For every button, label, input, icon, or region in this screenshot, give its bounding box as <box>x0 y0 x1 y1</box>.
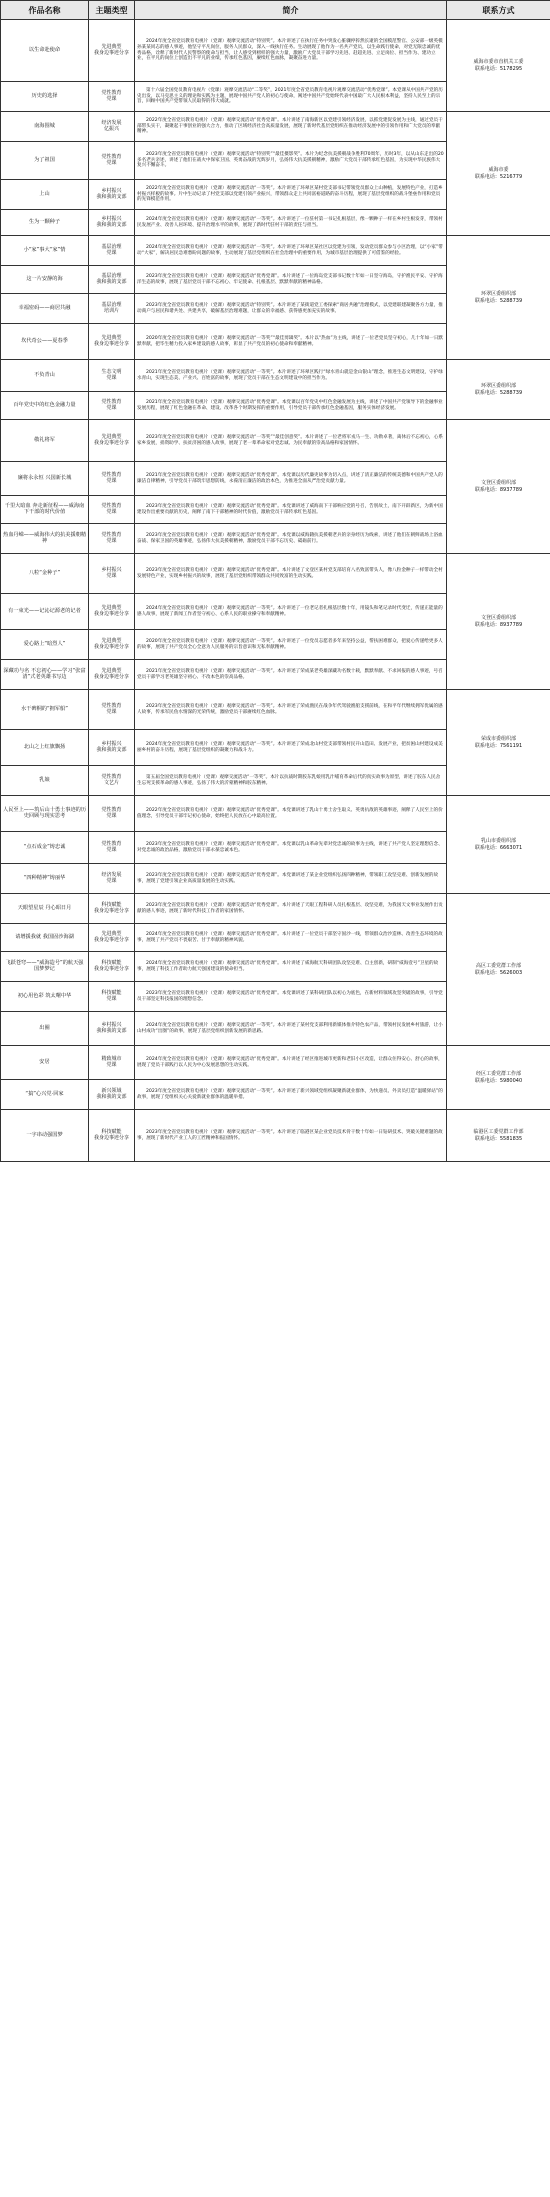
table-body <box>1 20 550 1162</box>
theme-type-cell: 生态文明 党课 <box>89 360 135 392</box>
description-cell: 2024年度全省党员教育电视片（党课）观摩交流活动“一等奖”。本片讲述了一位驻村第一书记扎根基层，像一颗种子一样在乡村生根发芽，带领村民发展产业、改善人居环境、提升治理水平的故事，展现了新时代驻村干部的责任与担当。 <box>135 210 447 236</box>
theme-type-cell: 党性教育 党课 <box>89 690 135 730</box>
description-cell: 2024年度全省党员教育电视片（党课）观摩交流活动“一等奖”。本片讲述了荣成北山村党支部带领村民开山造田、发展产业，把贫困山村建设成美丽乡村的奋斗历程，展现了基层党组织的凝聚力和战斗力。 <box>135 730 447 766</box>
description-cell: 2023年度全省党员教育电视片（党课）观摩交流活动“优秀党课”。本党课讲述了威海南下干部响应党的号召，告别故土，南下开辟新区，为新中国建设作出重要贡献的历史，阐释了南下干部精神的时代价值，激励党员干部传承红色基因。 <box>135 496 447 524</box>
theme-type-cell: 新兴领域 我和我的支部 <box>89 1080 135 1110</box>
work-name-cell: 小“家”事大“家”情 <box>1 236 89 266</box>
description-cell: 第十六届全国党员教育电视片（党课）观摩交流活动“二等奖”，2021年度全省党员教育电视片观摩交流活动“优秀党课”。本党课从中国共产党的历史出发，以马克思主义的理论和实践为主题，展现中国共产党人的初心与使命，阐述中国共产党始终代表中国最广大人民根本利益，坚持人民至上的宗旨，回顾中国共产党带领人民取得的伟大成就。 <box>135 82 447 112</box>
description-cell: 2023年度全省党员教育电视片（党课）观摩交流活动“一等奖”。本片讲述了新兴领域党组织凝聚新就业群体，为快递员、外卖员打造“温暖驿站”的故事，展现了党组织关心关爱新就业群体的温暖举措。 <box>135 1080 447 1110</box>
theme-type-cell: 党性教育 党课 <box>89 392 135 420</box>
description-cell: 2021年度全省党员教育电视片（党课）观摩交流活动“优秀党课”。本党课以历代廉吏故事为切入点，讲述了清正廉洁的传统美德和中国共产党人的廉洁自律精神，引导党员干部筑牢思想防线，永葆清正廉洁的政治本色，为推进全面从严治党贡献力量。 <box>135 462 447 496</box>
contact-cell: 环翠区委组织部 联系电话：5288739 <box>447 360 550 420</box>
header-row <box>1 1 550 20</box>
work-name-cell: “点石成金”铸忠诚 <box>1 832 89 864</box>
work-name-cell: 生为一颗种子 <box>1 210 89 236</box>
description-cell: 2023年度全省党员教育电视片（党课）观摩交流活动“优秀党课”。本片讲述了文登区某村党支部培育八名致富带头人，像八粒金种子一样带动全村发展特色产业，实现乡村振兴的故事，展现了基层党组织带领群众共同致富的生动实践。 <box>135 554 447 594</box>
theme-type-cell: 基层治理 我和我的支部 <box>89 266 135 294</box>
theme-type-cell: 先进典型 我身边事迹分享 <box>89 324 135 360</box>
description-cell: 2023年度全省党员教育电视片（党课）观摩交流活动“特别奖”。本片讲述了某街道党工委探索“商居共融”治理模式，以党建联建凝聚各方力量，推动商户与居民和谐共处、共建共享，破解基层治理难题，让群众的幸福感、获得感更加充实的故事。 <box>135 294 447 324</box>
table-row <box>1 894 550 924</box>
work-name-cell: 爱心路上“暗烈人” <box>1 630 89 660</box>
description-cell: 2023年度全省党员教育电视片（党课）观摩交流活动“一等奖”。本片讲述了临港区某企业党员技术骨干数十年如一日钻研技术、突破关键难题的故事，展现了新时代产业工人的工匠精神和报国情怀。 <box>135 1110 447 1162</box>
contact-cell: 临港区工委党群工作部 联系电话：5581835 <box>447 1110 550 1162</box>
theme-type-cell: 党性教育 党课 <box>89 82 135 112</box>
theme-type-cell: 党性教育 党课 <box>89 142 135 180</box>
theme-type-cell: 科技赋能 我身边事迹分享 <box>89 1110 135 1162</box>
theme-type-cell: 经济发展 亿振兴 <box>89 112 135 142</box>
theme-type-cell: 科技赋能 党课 <box>89 982 135 1012</box>
work-name-cell: 八粒“金种子” <box>1 554 89 594</box>
work-name-cell: 请增援我就 我国固沙海湖 <box>1 924 89 952</box>
work-name-cell: 一字串动强国梦 <box>1 1110 89 1162</box>
header-work-name: 作品名称 <box>1 1 89 20</box>
table-row <box>1 236 550 266</box>
work-name-cell: 出圈 <box>1 1012 89 1046</box>
table-row <box>1 690 550 730</box>
contact-cell: 威海市委市直机关工委 联系电话：5178295 <box>447 20 550 112</box>
theme-type-cell: 先进典型 我身边事迹分享 <box>89 630 135 660</box>
work-name-cell: 初心用色彩 筑太曙中华 <box>1 982 89 1012</box>
theme-type-cell: 先进典型 我身边事迹分享 <box>89 924 135 952</box>
work-name-cell: 幸福密码——商居共融 <box>1 294 89 324</box>
work-name-cell: 深藏功与名 不忘初心——学习“张富清”式老英雄书写边 <box>1 660 89 690</box>
work-name-cell: 飞跃苍穹——“威海造号”的航天强国梦梦记 <box>1 952 89 982</box>
description-cell: 2023年度全省党员教育电视片（党课）观摩交流活动“优秀党课”。本片讲述了天眼工程科研人员扎根基层、攻坚克难，为我国天文事业发展作出贡献的感人事迹，展现了新时代科技工作者的家国情怀。 <box>135 894 447 924</box>
theme-type-cell: 党性教育 党课 <box>89 524 135 554</box>
work-name-cell: 以生命赴使命 <box>1 20 89 82</box>
table-row <box>1 1110 550 1162</box>
description-cell: 2023年度全省党员教育电视片（党课）观摩交流活动“一等奖”“最佳创意奖”。本片讲述了一位老将军戎马一生、功勋卓著，离休后不忘初心，心系家乡发展，捐资助学、扶贫济困的感人故事，展现了老一辈革命家对党忠诚、为民奉献的崇高品格和家国情怀。 <box>135 420 447 462</box>
work-name-cell: 廉将永永恒 兴国新长城 <box>1 462 89 496</box>
work-name-cell: 百年党史中的红色金融力量 <box>1 392 89 420</box>
theme-type-cell: 基层治理 党课 <box>89 236 135 266</box>
description-cell: 2022年度全省党员教育电视片（党课）观摩交流活动“一等奖”。本片讲述了环翠区某村党支部书记带领党员群众上山种植，发展特色产业，打造乡村振兴样板的故事。片中生动记录了村党支部以党建引领产业振兴，带领群众走上共同富裕道路的奋斗历程，展现了基层党组织的战斗堡垒作用和党员的先锋模范作用。 <box>135 180 447 210</box>
table-row <box>1 554 550 594</box>
description-cell: 2021年度全省党员教育电视片（党课）观摩交流活动“优秀党课”。本党课以百年党史中红色金融发展为主线，讲述了中国共产党领导下的金融事业发展历程，展现了红色金融在革命、建设、改革各个时期发挥的重要作用，引导党员干部传承红色金融基因，服务实体经济发展。 <box>135 392 447 420</box>
description-cell: 2024年度全省党员教育电视片（党课）观摩交流活动“一等奖”。本片讲述了环翠区某社区以党建为引领，发动党员群众参与小区治理，以“小家”带动“大家”，解决居民急难愁盼问题的故事，生动展现了基层党组织在社会治理中的重要作用，为城市基层治理提供了可借鉴的经验。 <box>135 236 447 266</box>
description-cell: 2022年度全省党员教育电视片（党课）观摩交流活动“优秀党课”。本片讲述了南海新区以党建引领经济发展，以抓党建促发展为主线，通过党员干部带头实干，凝聚起干事创业的强大合力，推动了区域经济社会高质量发展，展现了新时代基层党组织在推动经济发展中的引领作用和广大党员的奉献精神。 <box>135 112 447 142</box>
work-name-cell: 南海围城 <box>1 112 89 142</box>
contact-cell: 乳山市委组织部 联系电话：6663071 <box>447 796 550 894</box>
theme-type-cell: 科技赋能 我身边事迹分享 <box>89 894 135 924</box>
description-cell: 2023年度全省党员教育电视片（党课）观摩交流活动“优秀党课”。本片讲述了一位海岛党支部书记数十年如一日坚守海岛，守护渔民平安、守护海洋生态的故事，展现了基层党员干部不忘初心、牢记使命、扎根基层、默默奉献的精神品格。 <box>135 266 447 294</box>
work-name-cell: 人民至上——筑后山十勇士事迹的历史回顾与现实思考 <box>1 796 89 832</box>
description-cell: 2024年度全省党员教育电视片（党课）观摩交流活动“优秀党课”。本片讲述了经区推进城市更新和老旧小区改造，让群众住得安心、舒心的故事，展现了党员干部践行以人民为中心发展思想的生动实践。 <box>135 1046 447 1080</box>
work-name-cell: “搞”心兴党·回家 <box>1 1080 89 1110</box>
theme-type-cell: 乡村振兴 我和我的支部 <box>89 730 135 766</box>
work-name-cell: 热血丹嵘——威海伟大的抗美援朝精神 <box>1 524 89 554</box>
description-cell: 2022年度全省党员教育电视片（党课）观摩交流活动“优秀党课”。本党课讲述了乳山十勇士舍生取义、英勇抗敌的英雄事迹，阐释了人民至上的价值理念，引导党员干部牢记初心使命，始终把人民放在心中最高位置。 <box>135 796 447 832</box>
work-name-cell: 千里大暗血 奔走新征程——威海南下干部的时代价值 <box>1 496 89 524</box>
work-name-cell: 有一束光——记沁记源老的记者 <box>1 594 89 630</box>
header-theme-type: 主题类型 <box>89 1 135 20</box>
theme-type-cell: 党性教育 党课 <box>89 796 135 832</box>
description-cell: 2024年度全省党员教育电视片（党课）观摩交流活动“优秀党课”。本片讲述了一位党员干部坚守固沙一线，带领群众治沙造林、改善生态环境的故事，展现了共产党员不畏艰苦、甘于奉献的精神风貌。 <box>135 924 447 952</box>
work-name-cell: 乳娘 <box>1 766 89 796</box>
contact-cell: 文登区委组织部 联系电话：8937789 <box>447 554 550 690</box>
table-row <box>1 20 550 82</box>
work-name-cell: 敬礼将军 <box>1 420 89 462</box>
description-cell: 2024年度全省党员教育电视片（党课）观摩交流活动“优秀党课”。本片讲述了威海航天科研团队攻坚克难、自主创新，研制“威海壹号”卫星的故事，展现了科技工作者助力航天强国建设的使命担当。 <box>135 952 447 982</box>
description-cell: 2021年度全省党员教育电视片（党课）观摩交流活动“一等奖”。本片讲述了荣成某老英雄深藏功名数十载，默默奉献、不求回报的感人事迹，号召党员干部学习老英雄坚守初心、不改本色的崇高品格。 <box>135 660 447 690</box>
theme-type-cell: 科技赋能 我身边事迹分享 <box>89 952 135 982</box>
theme-type-cell: 党性教育 文艺片 <box>89 766 135 796</box>
theme-type-cell: 乡村振兴 我和我的支部 <box>89 210 135 236</box>
description-cell: 2023年度全省党员教育电视片（党课）观摩交流活动“特别奖”“最佳摄影奖”。本片为纪念抗美援朝战争胜利70周年，历时3年，以从山东走出的20多名老兵亲述，讲述了他们在战火中保家卫国、英勇奋战的光辉岁月，弘扬伟大抗美援朝精神，激励广大党员干部传承红色基因，为实现中华民族伟大复兴不懈奋斗。 <box>135 142 447 180</box>
description-cell: 2023年度全省党员教育电视片（党课）观摩交流活动“优秀党课”。本党课以乳山革命先辈对党忠诚的故事为主线，讲述了共产党人坚定理想信念、对党忠诚的政治品格，激励党员干部永葆忠诚本色。 <box>135 832 447 864</box>
theme-type-cell: 乡村振兴 党课 <box>89 554 135 594</box>
work-name-cell: 安居 <box>1 1046 89 1080</box>
table-row <box>1 112 550 142</box>
theme-type-cell: 先进典型 我身边事迹分享 <box>89 660 135 690</box>
work-name-cell: 北山之上红旗飘扬 <box>1 730 89 766</box>
contact-cell: 威海市委 联系电话：5216779 <box>447 112 550 236</box>
work-name-cell: 为了祖国 <box>1 142 89 180</box>
theme-type-cell: 党性教育 党课 <box>89 496 135 524</box>
theme-type-cell: 精致城市 党课 <box>89 1046 135 1080</box>
table-row <box>1 1046 550 1080</box>
theme-type-cell: 党性教育 党课 <box>89 832 135 864</box>
description-cell: 2024年度全省党员教育电视片（党课）观摩交流活动“特别奖”。本片讲述了在执行任务中突发心脏骤停猝然长逝的全国模范警官、公安部一级英模孙某某同志的感人事迹，他坚守平凡岗位，服务人民群众，深入一线执行任务。生动展现了他作为一名共产党员，以生命践行使命，对党无限忠诚的优秀品格，诠释了新时代人民警察的使命与担当，让人感受到榜样的强大力量，激励广大党员干部学习先进、赶超先进、立足岗位、担当作为、建功立业，在平凡的岗位上创造出不平凡的业绩，传承红色基因，赓续红色血脉，凝聚奋进力量。 <box>135 20 447 82</box>
header-description: 简介 <box>135 1 447 20</box>
theme-type-cell: 乡村振兴 我和我的支部 <box>89 180 135 210</box>
description-cell: 2020年度全省党员教育电视片（党课）观摩交流活动“一等奖”。本片讲述了一位党员志愿者多年来坚持公益，帮扶困难群众，把爱心传递给更多人的故事，展现了共产党员全心全意为人民服务的宗旨意识和无私奉献精神。 <box>135 630 447 660</box>
description-cell: 第五届全国党员教育电视片（党课）观摩交流活动“一等奖”。本片以抗战时期胶东乳娘用乳汁哺育革命后代的真实故事为原型，讲述了胶东人民舍生忘死支援革命的感人事迹，弘扬了伟大的沂蒙精神和胶东精神。 <box>135 766 447 796</box>
work-name-cell: “四种精神”铸丽华 <box>1 864 89 894</box>
theme-type-cell: 乡村振兴 我和我的支部 <box>89 1012 135 1046</box>
header-contact: 联系方式 <box>447 1 550 20</box>
description-cell: 2024年度全省党员教育电视片（党课）观摩交流活动“一等奖”。本片讲述了某村党支部利用新媒体推介特色农产品，带领村民发展乡村旅游，让小山村成功“出圈”的故事，展现了基层党组织创新发展的新思路。 <box>135 1012 447 1046</box>
theme-type-cell: 基层治理 培训片 <box>89 294 135 324</box>
work-name-cell: 天眼望星辰 丹心昭日月 <box>1 894 89 924</box>
work-name-cell: 水干碑桐的“拥军船” <box>1 690 89 730</box>
theme-type-cell: 党性教育 党课 <box>89 462 135 496</box>
table-row <box>1 420 550 462</box>
table-row <box>1 796 550 832</box>
description-cell: 2021年度全省党员教育电视片（党课）观摩交流活动“一等奖”。本片讲述了环翠区践行“绿水青山就是金山银山”理念，推进生态文明建设，守护绿水青山，实现生态美、产业兴、百姓富的故事，展现了党员干部在生态文明建设中的担当作为。 <box>135 360 447 392</box>
contact-cell: 环翠区委组织部 联系电话：5288739 <box>447 236 550 360</box>
work-name-cell: 上山 <box>1 180 89 210</box>
work-name-cell: 历史的选择 <box>1 82 89 112</box>
description-cell: 2024年度全省党员教育电视片（党课）观摩交流活动“一等奖”。本片讲述了一位老记者扎根基层数十年，用镜头和笔记录时代变迁，传递正能量的感人故事，展现了新闻工作者坚守初心、心系人民的职业操守和奉献精神。 <box>135 594 447 630</box>
description-cell: 2023年度全省党员教育电视片（党课）观摩交流活动“一等奖”。本片讲述了荣成渔民在战争年代驾驶渔船支援前线，在和平年代继续拥军优属的感人故事，传承军民鱼水情深的光荣传统，激励党员干部赓续红色血脉。 <box>135 690 447 730</box>
contact-cell: 荣成市委组织部 联系电话：7561191 <box>447 690 550 796</box>
contact-cell: 文登区委组织部 联系电话：8937789 <box>447 420 550 554</box>
description-cell: 2023年度全省党员教育电视片（党课）观摩交流活动“优秀党课”。本党课讲述了某科研团队以初心为底色，在新材料领域攻坚突破的故事，引导党员干部坚定科技报国的理想信念。 <box>135 982 447 1012</box>
theme-type-cell: 先进典型 我身边事迹分享 <box>89 594 135 630</box>
theme-type-cell: 经济发展 党课 <box>89 864 135 894</box>
table-row <box>1 360 550 392</box>
theme-type-cell: 先进典型 我身边事迹分享 <box>89 420 135 462</box>
theme-type-cell: 先进典型 我身边事迹分享 <box>89 20 135 82</box>
description-cell: 2023年度全省党员教育电视片（党课）观摩交流活动“优秀党课”。本党课以威海籍抗美援朝老兵的亲身经历为线索，讲述了他们在朝鲜战场上浴血奋战、保家卫国的英雄事迹，弘扬伟大抗美援朝精神，激励党员干部不忘历史、砥砺前行。 <box>135 524 447 554</box>
work-name-cell: 这一片安静的海 <box>1 266 89 294</box>
work-name-cell: 不负青山 <box>1 360 89 392</box>
contact-cell: 高区工委党群工作部 联系电话：5626003 <box>447 894 550 1046</box>
description-cell: 2023年度全省党员教育电视片（党课）观摩交流活动“优秀党课”。本党课讲述了某企业党组织弘扬四种精神，带领职工攻坚克难、创新发展的故事，展现了党建引领企业高质量发展的生动实践。 <box>135 864 447 894</box>
contact-cell: 经区工委党群工作部 联系电话：5980040 <box>447 1046 550 1110</box>
work-name-cell: 坎代奇公——夏春季 <box>1 324 89 360</box>
description-cell: 2020年度全省党员教育电视片（党课）观摩交流活动“一等奖”“最佳剪辑奖”。本片以“热血”为主线，讲述了一位老党员坚守初心，几十年如一日默默奉献，把毕生精力投入家乡建设的感人故事，彰显了共产党员的初心使命和奉献精神。 <box>135 324 447 360</box>
